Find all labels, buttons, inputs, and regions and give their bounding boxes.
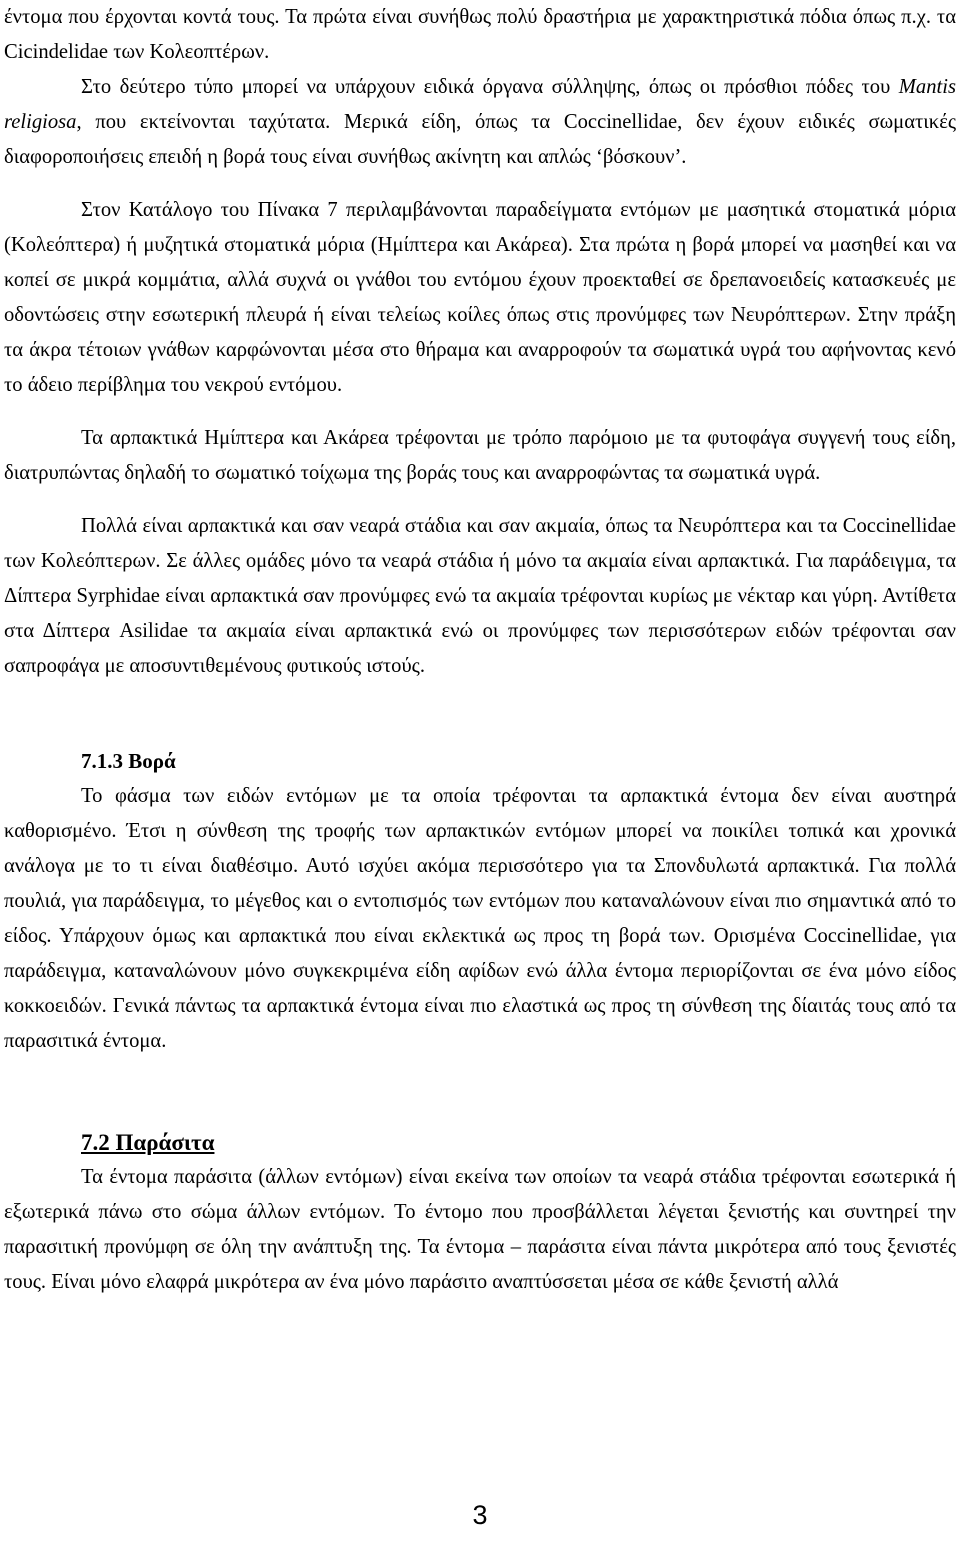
section-heading-prey: 7.1.3 Βορά xyxy=(81,749,176,773)
document-page xyxy=(4,0,956,1300)
paragraph-capture-organs xyxy=(4,70,956,175)
page-number: 3 xyxy=(472,1500,488,1530)
paragraph-life-stages: Πολλά είναι αρπακτικά και σαν νεαρά στάδια και σαν ακμαία, όπως τα Νευρόπτερα και τα Coccinellidae των Κολεόπτερων. Σε άλλες ομάδες μόνο τα νεαρά στάδια ή μόνο τα ακμαία είναι αρπακτικά. Για παράδειγμα, τα Δίπτερα Syrphidae είναι αρπακτικά σαν προνύμφες ενώ τα ακμαία τρέφονται κυρίως με νέκταρ και γύρη. Αντίθετα στα Δίπτερα Asilidae τα ακμαία είναι αρπακτικά ενώ οι προνύμφες των περισσότερων ειδών τρέφονται σαν σαπροφάγα με αποσυντιθεμένους φυτικούς ιστούς. xyxy=(4,515,956,677)
paragraph-mouthparts: Στον Κατάλογο του Πίνακα 7 περιλαμβάνονται παραδείγματα εντόμων με μασητικά στοματικά μόρια (Κολεόπτερα) ή μυζητικά στοματικά μόρια (Ημίπτερα και Ακάρεα). Στα πρώτα η βορά μπορεί να μασηθεί και να κοπεί σε μικρά κομμάτια, αλλά συχνά οι γνάθοι του εντόμου έχουν προεκταθεί σε δρεπανοειδείς κατασκευές με οδοντώσεις στην εσωτερική πλευρά ή είναι τελείως κοίλες όπως στις προνύμφες των Νευρόπτερων. Στην πράξη τα άκρα τέτοιων γνάθων καρφώνονται μέσα στο θήραμα και αναρροφούν τα σωματικά υγρά του αφήνοντας κενό το άδειο περίβλημα του νεκρού εντόμου. xyxy=(4,199,956,396)
paragraph-parasites: Τα έντομα παράσιτα (άλλων εντόμων) είναι εκείνα των οποίων τα νεαρά στάδια τρέφονται εσωτερικά ή εξωτερικά πάνω στο σώμα άλλων εντόμων. Το έντομο που προσβάλλεται λέγεται ξενιστής και συντηρεί την παρασιτική προνύμφη σε όλη την ανάπτυξη της. Τα έντομα – παράσιτα είναι πάντα μικρότερα από τους ξενιστές τους. Είναι μόνο ελαφρά μικρότερα αν ένα μόνο παράσιτο αναπτύσσεται μέσα σε κάθε ξενιστή αλλά xyxy=(4,1166,956,1293)
paragraph-text: Στο δεύτερο τύπο μπορεί να υπάρχουν ειδικά όργανα σύλληψης, όπως οι πρόσθιοι πόδες του xyxy=(81,76,899,98)
paragraph-hemiptera: Τα αρπακτικά Ημίπτερα και Ακάρεα τρέφονται με τρόπο παρόμοιο με τα φυτοφάγα συγγενή τους είδη, διατρυπώντας δηλαδή το σωματικό τοίχωμα της βοράς τους και αναρροφώντας τα σωματικά υγρά. xyxy=(4,427,956,484)
paragraph-intro: έντομα που έρχονται κοντά τους. Τα πρώτα είναι συνήθως πολύ δραστήρια με χαρακτηριστικά πόδια όπως π.χ. τα Cicindelidae των Κολεοπτέρων. xyxy=(4,6,956,63)
paragraph-text: , που εκτείνονται ταχύτατα. Μερικά είδη, όπως τα Coccinellidae, δεν έχουν ειδικές σωματικές διαφοροποιήσεις επειδή η βορά τους είναι συνήθως ακίνητη και απλώς ‘βόσκουν’. xyxy=(4,111,956,168)
paragraph-prey: Το φάσμα των ειδών εντόμων με τα οποία τρέφονται τα αρπακτικά έντομα δεν είναι αυστηρά καθορισμένο. Έτσι η σύνθεση της τροφής των αρπακτικών εντόμων μπορεί να ποικίλει τοπικά και χρονικά ανάλογα με το τι είναι διαθέσιμο. Αυτό ισχύει ακόμα περισσότερο για τα Σπονδυλωτά αρπακτικά. Για πολλά πουλιά, για παράδειγμα, το μέγεθος και ο εντοπισμός των εντόμων που καταναλώνουν είναι πιο σημαντικά από το είδος. Υπάρχουν όμως και αρπακτικά που είναι εκλεκτικά ως προς τη βορά των. Ορισμένα Coccinellidae, για παράδειγμα, καταναλώνουν μόνο συγκεκριμένα είδη αφίδων ενώ άλλα έντομα περιορίζονται σε ένα μόνο είδος κοκκοειδών. Γενικά πάντως τα αρπακτικά έντομα είναι πιο ελαστικά ως προς τη σύνθεση της δίαιτάς τους από τα παρασιτικά έντομα. xyxy=(4,785,956,1052)
heading-text: 7.2 Παράσιτα xyxy=(81,1130,215,1155)
species-name-italic: Mantis religiosa xyxy=(4,76,956,133)
section-heading-parasites xyxy=(4,1125,956,1160)
